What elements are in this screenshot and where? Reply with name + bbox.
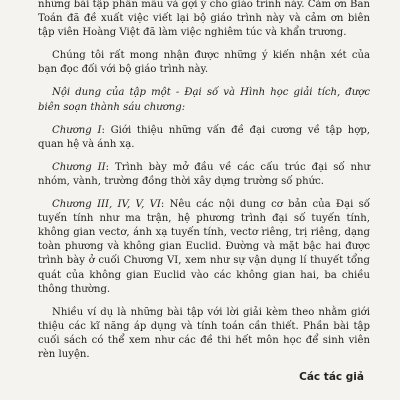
chapter-2-text: : Trình bày mở đầu về các cấu trúc đại số như nhóm, vành, trường đồng thời xây dựng trường số phức. [38,161,370,187]
chapter-1-text: : Giới thiệu những vấn đề đại cương về tập hợp, quan hệ và ánh xạ. [38,124,370,150]
paragraph-chapters-3-6 [38,198,370,297]
chapter-1-label: Chương I [52,124,102,136]
paragraph-contents-intro: Nội dung của tập một - Đại số và Hình học giải tích, được biên soạn thành sáu chương: [38,87,370,113]
chapters-3-6-text: : Nêu các nội dung cơ bản của Đại số tuyến tính như ma trận, hệ phương trình đại số tuyến tính, không gian vectơ, ánh xạ tuyến tính, vectơ riêng, trị riêng, dạng toàn phương và không gian Euclid. Đường và mặt bậc hai được trình bày ở cuối Chương VI, xem như sự vận dụng lí thuyết tổng quát của không gian Euclid vào các không gian hai, ba chiều thông thường. [38,199,370,295]
paragraph-chapter-1 [38,124,370,152]
paragraph-feedback: Chúng tôi rất mong nhận được những ý kiến nhận xét của bạn đọc đối với bộ giáo trình này. [38,50,370,76]
paragraph-acknowledgement: những bài tập phần mẫu và gợi ý cho giáo trình này. Cảm ơn Ban Toán đã đề xuất việc viết lại bộ giáo trình này và cảm ơn biên tập viên Hoàng Việt đã làm việc nghiêm túc và khẩn trương. [38,0,370,39]
chapter-2-label: Chương II [52,161,106,173]
paragraph-exercises: Nhiều ví dụ là những bài tập với lời giải kèm theo nhằm giới thiệu các kĩ năng áp dụng và tính toán cần thiết. Phần bài tập cuối sách có thể xem như các đề thi hết môn học để sinh viên rèn luyện. [38,306,370,360]
paragraph-chapter-2 [38,161,370,189]
signature-authors: Các tác giả [299,371,364,384]
chapters-3-6-label: Chương III, IV, V, VI [52,199,161,211]
